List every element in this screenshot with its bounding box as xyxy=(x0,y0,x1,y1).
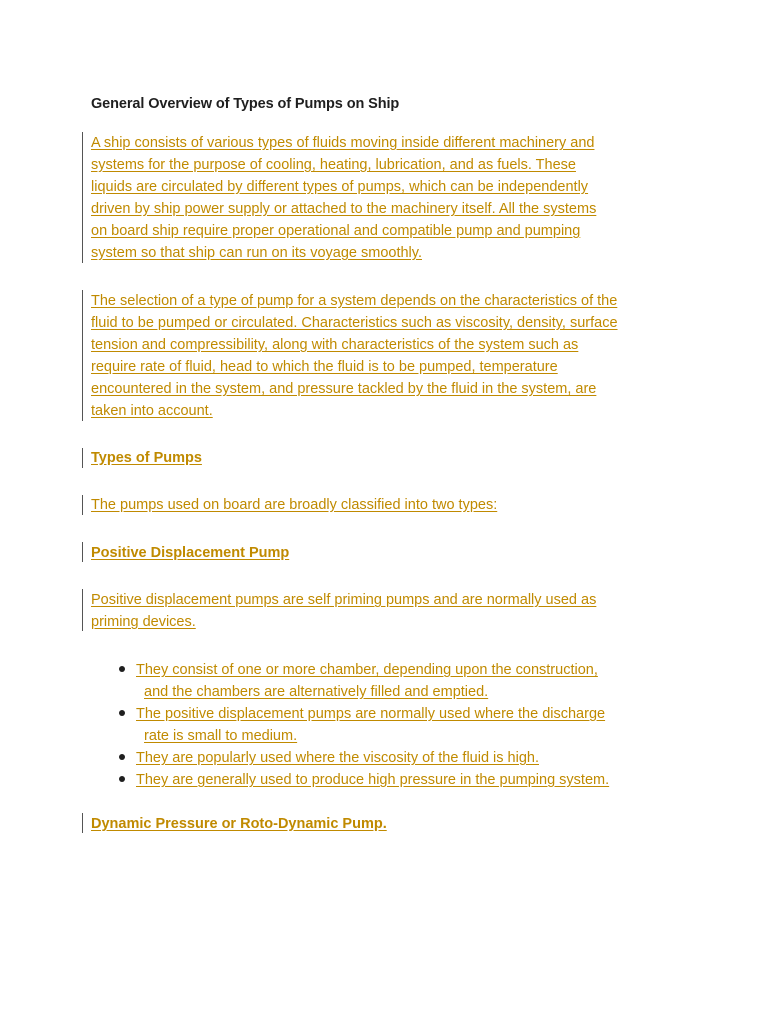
paragraph-line[interactable]: The selection of a type of pump for a system depends on the characteristics of the xyxy=(91,293,618,309)
bullet-line[interactable]: The positive displacement pumps are normally used where the discharge xyxy=(136,706,606,722)
paragraph-line[interactable]: fluid to be pumped or circulated. Characteristics such as viscosity, density, surface xyxy=(91,315,618,331)
paragraph-line[interactable]: priming devices. xyxy=(91,614,196,630)
heading-text[interactable]: Types of Pumps xyxy=(91,450,202,466)
paragraph-line[interactable]: A ship consists of various types of fluids moving inside different machinery and xyxy=(91,135,595,151)
change-bar xyxy=(82,589,83,631)
intro-paragraph[interactable] xyxy=(91,132,596,264)
change-bar xyxy=(82,448,83,468)
bullet-icon xyxy=(119,710,125,716)
page-title: General Overview of Types of Pumps on Ship xyxy=(91,96,400,112)
paragraph-line[interactable]: The pumps used on board are broadly classified into two types: xyxy=(91,497,498,513)
bullet-icon xyxy=(119,666,125,672)
paragraph-line[interactable]: taken into account. xyxy=(91,403,213,419)
heading-text[interactable]: Positive Displacement Pump xyxy=(91,545,290,561)
bullet-icon xyxy=(119,754,125,760)
paragraph-line[interactable]: liquids are circulated by different types of pumps, which can be independently xyxy=(91,179,589,195)
change-bar xyxy=(82,813,83,833)
dynamic-pump-heading[interactable] xyxy=(91,813,387,835)
paragraph-line[interactable]: driven by ship power supply or attached to the machinery itself. All the systems xyxy=(91,201,597,217)
paragraph-line[interactable]: Positive displacement pumps are self priming pumps and are normally used as xyxy=(91,592,597,608)
bullet-icon xyxy=(119,776,125,782)
bullet-line[interactable]: rate is small to medium. xyxy=(144,728,298,744)
bullet-list xyxy=(116,659,609,791)
types-heading[interactable] xyxy=(91,447,202,469)
bullet-item[interactable] xyxy=(116,703,609,747)
paragraph-line[interactable]: encountered in the system, and pressure tackled by the fluid in the system, are xyxy=(91,381,597,397)
paragraph-line[interactable]: require rate of fluid, head to which the fluid is to be pumped, temperature xyxy=(91,359,558,375)
bullet-line[interactable]: They consist of one or more chamber, depending upon the construction, xyxy=(136,662,598,678)
bullet-line[interactable]: and the chambers are alternatively filled and emptied. xyxy=(144,684,489,700)
paragraph-line[interactable]: systems for the purpose of cooling, heating, lubrication, and as fuels. These xyxy=(91,157,576,173)
positive-displacement-heading[interactable] xyxy=(91,542,289,564)
paragraph-line[interactable]: tension and compressibility, along with characteristics of the system such as xyxy=(91,337,579,353)
change-bar xyxy=(82,132,83,263)
selection-paragraph[interactable] xyxy=(91,290,618,422)
heading-text[interactable]: Dynamic Pressure or Roto-Dynamic Pump. xyxy=(91,816,387,832)
positive-displacement-paragraph[interactable] xyxy=(91,589,596,633)
change-bar xyxy=(82,290,83,421)
change-bar xyxy=(82,495,83,515)
bullet-item[interactable] xyxy=(116,769,609,791)
bullet-line[interactable]: They are generally used to produce high pressure in the pumping system. xyxy=(136,772,610,788)
change-bar xyxy=(82,542,83,562)
paragraph-line[interactable]: system so that ship can run on its voyage smoothly. xyxy=(91,245,422,261)
bullet-item[interactable] xyxy=(116,747,609,769)
bullet-item[interactable] xyxy=(116,659,609,703)
paragraph-line[interactable]: on board ship require proper operational and compatible pump and pumping xyxy=(91,223,581,239)
classified-paragraph[interactable] xyxy=(91,494,497,516)
bullet-line[interactable]: They are popularly used where the viscosity of the fluid is high. xyxy=(136,750,539,766)
